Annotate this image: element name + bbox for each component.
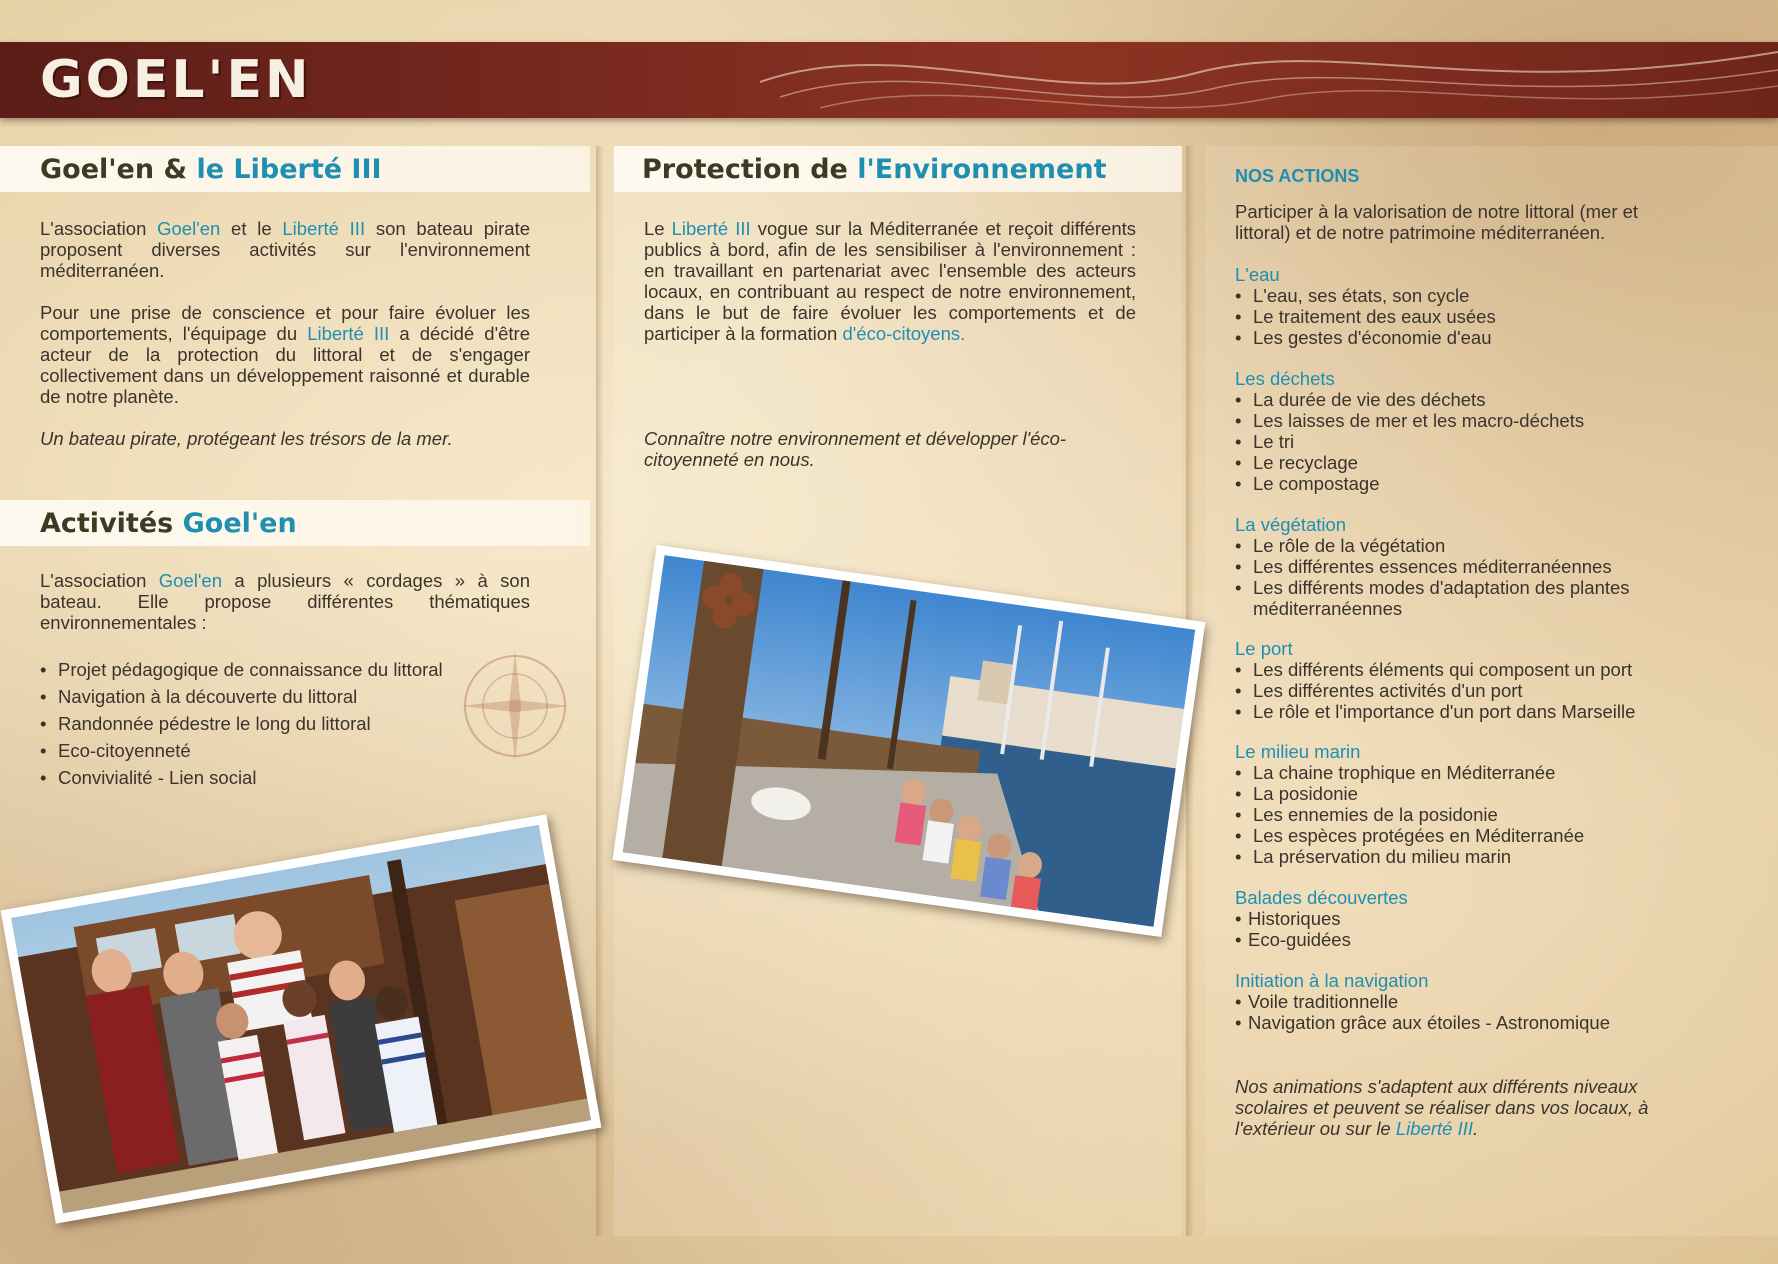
actions-heading: NOS ACTIONS xyxy=(1235,166,1360,186)
goelen-link: Goel'en xyxy=(157,218,221,239)
list-item: • La chaine trophique en Méditerranée xyxy=(1235,762,1755,783)
list-item: • Le traitement des eaux usées xyxy=(1235,306,1755,327)
heading-text: Goel'en & xyxy=(40,154,197,185)
list-item: • Le rôle de la végétation xyxy=(1235,535,1755,556)
protection-paragraph: Le Liberté III vogue sur la Méditerranée et reçoit différents publics à bord, afin de les sensibiliser à l'environnement : en travaillant en partenariat avec l'ensemble des acteurs locaux, en contribuant au respect de notre environnement, dans le but de faire évoluer les comportements et de participer à la formation d'éco-citoyens. xyxy=(644,218,1136,344)
liberte-link: Liberté III xyxy=(307,323,390,344)
tagline-environment: Connaître notre environnement et développer l'éco-citoyenneté en nous. xyxy=(644,428,1067,470)
list-item: • Eco-citoyenneté xyxy=(40,737,540,764)
list-item: • Le compostage xyxy=(1235,473,1755,494)
column-divider xyxy=(596,146,604,1236)
group-title-milieu-marin: Le milieu marin xyxy=(1235,741,1361,762)
heading-activites xyxy=(40,508,297,539)
group-title-vegetation: La végétation xyxy=(1235,514,1347,535)
list-item: • Les différentes essences méditerranéennes xyxy=(1235,556,1755,577)
section-header-activites xyxy=(0,500,590,546)
section-header-goelen-liberte xyxy=(0,146,590,192)
list-item: • La préservation du milieu marin xyxy=(1235,846,1755,867)
list-item: • L'eau, ses états, son cycle xyxy=(1235,285,1755,306)
group-list-milieu-marin xyxy=(1235,762,1755,867)
group-list-balades xyxy=(1235,908,1755,950)
list-item: • Navigation grâce aux étoiles - Astronomique xyxy=(1235,1012,1755,1033)
list-item: • Le tri xyxy=(1235,431,1755,452)
list-item: • La posidonie xyxy=(1235,783,1755,804)
group-title-dechets: Les déchets xyxy=(1235,368,1335,389)
heading-protection xyxy=(642,154,1107,185)
list-item: • La durée de vie des déchets xyxy=(1235,389,1755,410)
liberte-link: Liberté III xyxy=(1395,1118,1473,1139)
tagline-pirate: Un bateau pirate, protégeant les trésors de la mer. xyxy=(40,428,453,449)
list-item: • Les différents modes d'adaptation des plantes méditerranéennes xyxy=(1235,577,1693,619)
list-item: • Les ennemies de la posidonie xyxy=(1235,804,1755,825)
activities-intro-paragraph: L'association Goel'en a plusieurs « cordages » à son bateau. Elle propose différentes thématiques environnementales : xyxy=(40,570,531,633)
commitment-paragraph: Pour une prise de conscience et pour faire évoluer les comportements, l'équipage du Liberté III a décidé d'être acteur de la protection du littoral et de s'engager collectivement dans un développement raisonné et durable de notre planète. xyxy=(40,302,530,407)
section-header-protection xyxy=(614,146,1182,192)
heading-text: Activités xyxy=(40,508,183,539)
list-item: • Les différents éléments qui composent un port xyxy=(1235,659,1755,680)
group-title-port: Le port xyxy=(1235,638,1293,659)
column-actions xyxy=(1205,146,1778,1236)
actions-intro: Participer à la valorisation de notre littoral (mer et littoral) et de notre patrimoine méditerranéen. xyxy=(1235,201,1639,243)
group-list-eau xyxy=(1235,285,1755,348)
list-item: • Historiques xyxy=(1235,908,1755,929)
list-item: • Le recyclage xyxy=(1235,452,1755,473)
heading-accent-text: Goel'en xyxy=(182,508,297,539)
title-banner xyxy=(0,42,1778,118)
group-list-dechets xyxy=(1235,389,1755,494)
group-list-vegetation xyxy=(1235,535,1755,619)
group-list-port xyxy=(1235,659,1755,722)
list-item: • Randonnée pédestre le long du littoral xyxy=(40,710,540,737)
page-title: GOEL'EN xyxy=(40,50,312,110)
children-on-ship-image xyxy=(623,555,1196,927)
liberte-link: Liberté III xyxy=(282,218,366,239)
list-item: • Les gestes d'économie d'eau xyxy=(1235,327,1755,348)
intro-paragraph: L'association Goel'en et le Liberté III son bateau pirate proposent diverses activités sur l'environnement méditerranéen. xyxy=(40,218,531,281)
group-title-eau: L'eau xyxy=(1235,264,1280,285)
list-item: • Les espèces protégées en Méditerranée xyxy=(1235,825,1755,846)
goelen-link: Goel'en xyxy=(158,570,222,591)
heading-accent-text: le Liberté III xyxy=(196,154,382,185)
compass-rose-icon xyxy=(455,646,575,766)
list-item: • Eco-guidées xyxy=(1235,929,1755,950)
closing-paragraph: Nos animations s'adaptent aux différents niveaux scolaires et peuvent se réaliser dans vos locaux, à l'extérieur ou sur le Liberté III. xyxy=(1235,1076,1649,1139)
liberte-link: Liberté III xyxy=(671,218,751,239)
list-item: • Voile traditionnelle xyxy=(1235,991,1755,1012)
eco-citoyens-link: d'éco-citoyens. xyxy=(842,323,966,344)
list-item: • Les laisses de mer et les macro-déchets xyxy=(1235,410,1755,431)
heading-accent-text: l'Environnement xyxy=(857,154,1107,185)
group-title-navigation: Initiation à la navigation xyxy=(1235,970,1429,991)
group-list-navigation xyxy=(1235,991,1755,1033)
list-item: • Les différentes activités d'un port xyxy=(1235,680,1755,701)
heading-text: Protection de xyxy=(642,154,858,185)
group-title-balades: Balades découvertes xyxy=(1235,887,1408,908)
list-item: • Navigation à la découverte du littoral xyxy=(40,683,540,710)
list-item: • Le rôle et l'importance d'un port dans Marseille xyxy=(1235,701,1755,722)
list-item: • Convivialité - Lien social xyxy=(40,764,540,791)
heading-goelen-liberte xyxy=(40,154,382,185)
list-item: • Projet pédagogique de connaissance du littoral xyxy=(40,656,540,683)
